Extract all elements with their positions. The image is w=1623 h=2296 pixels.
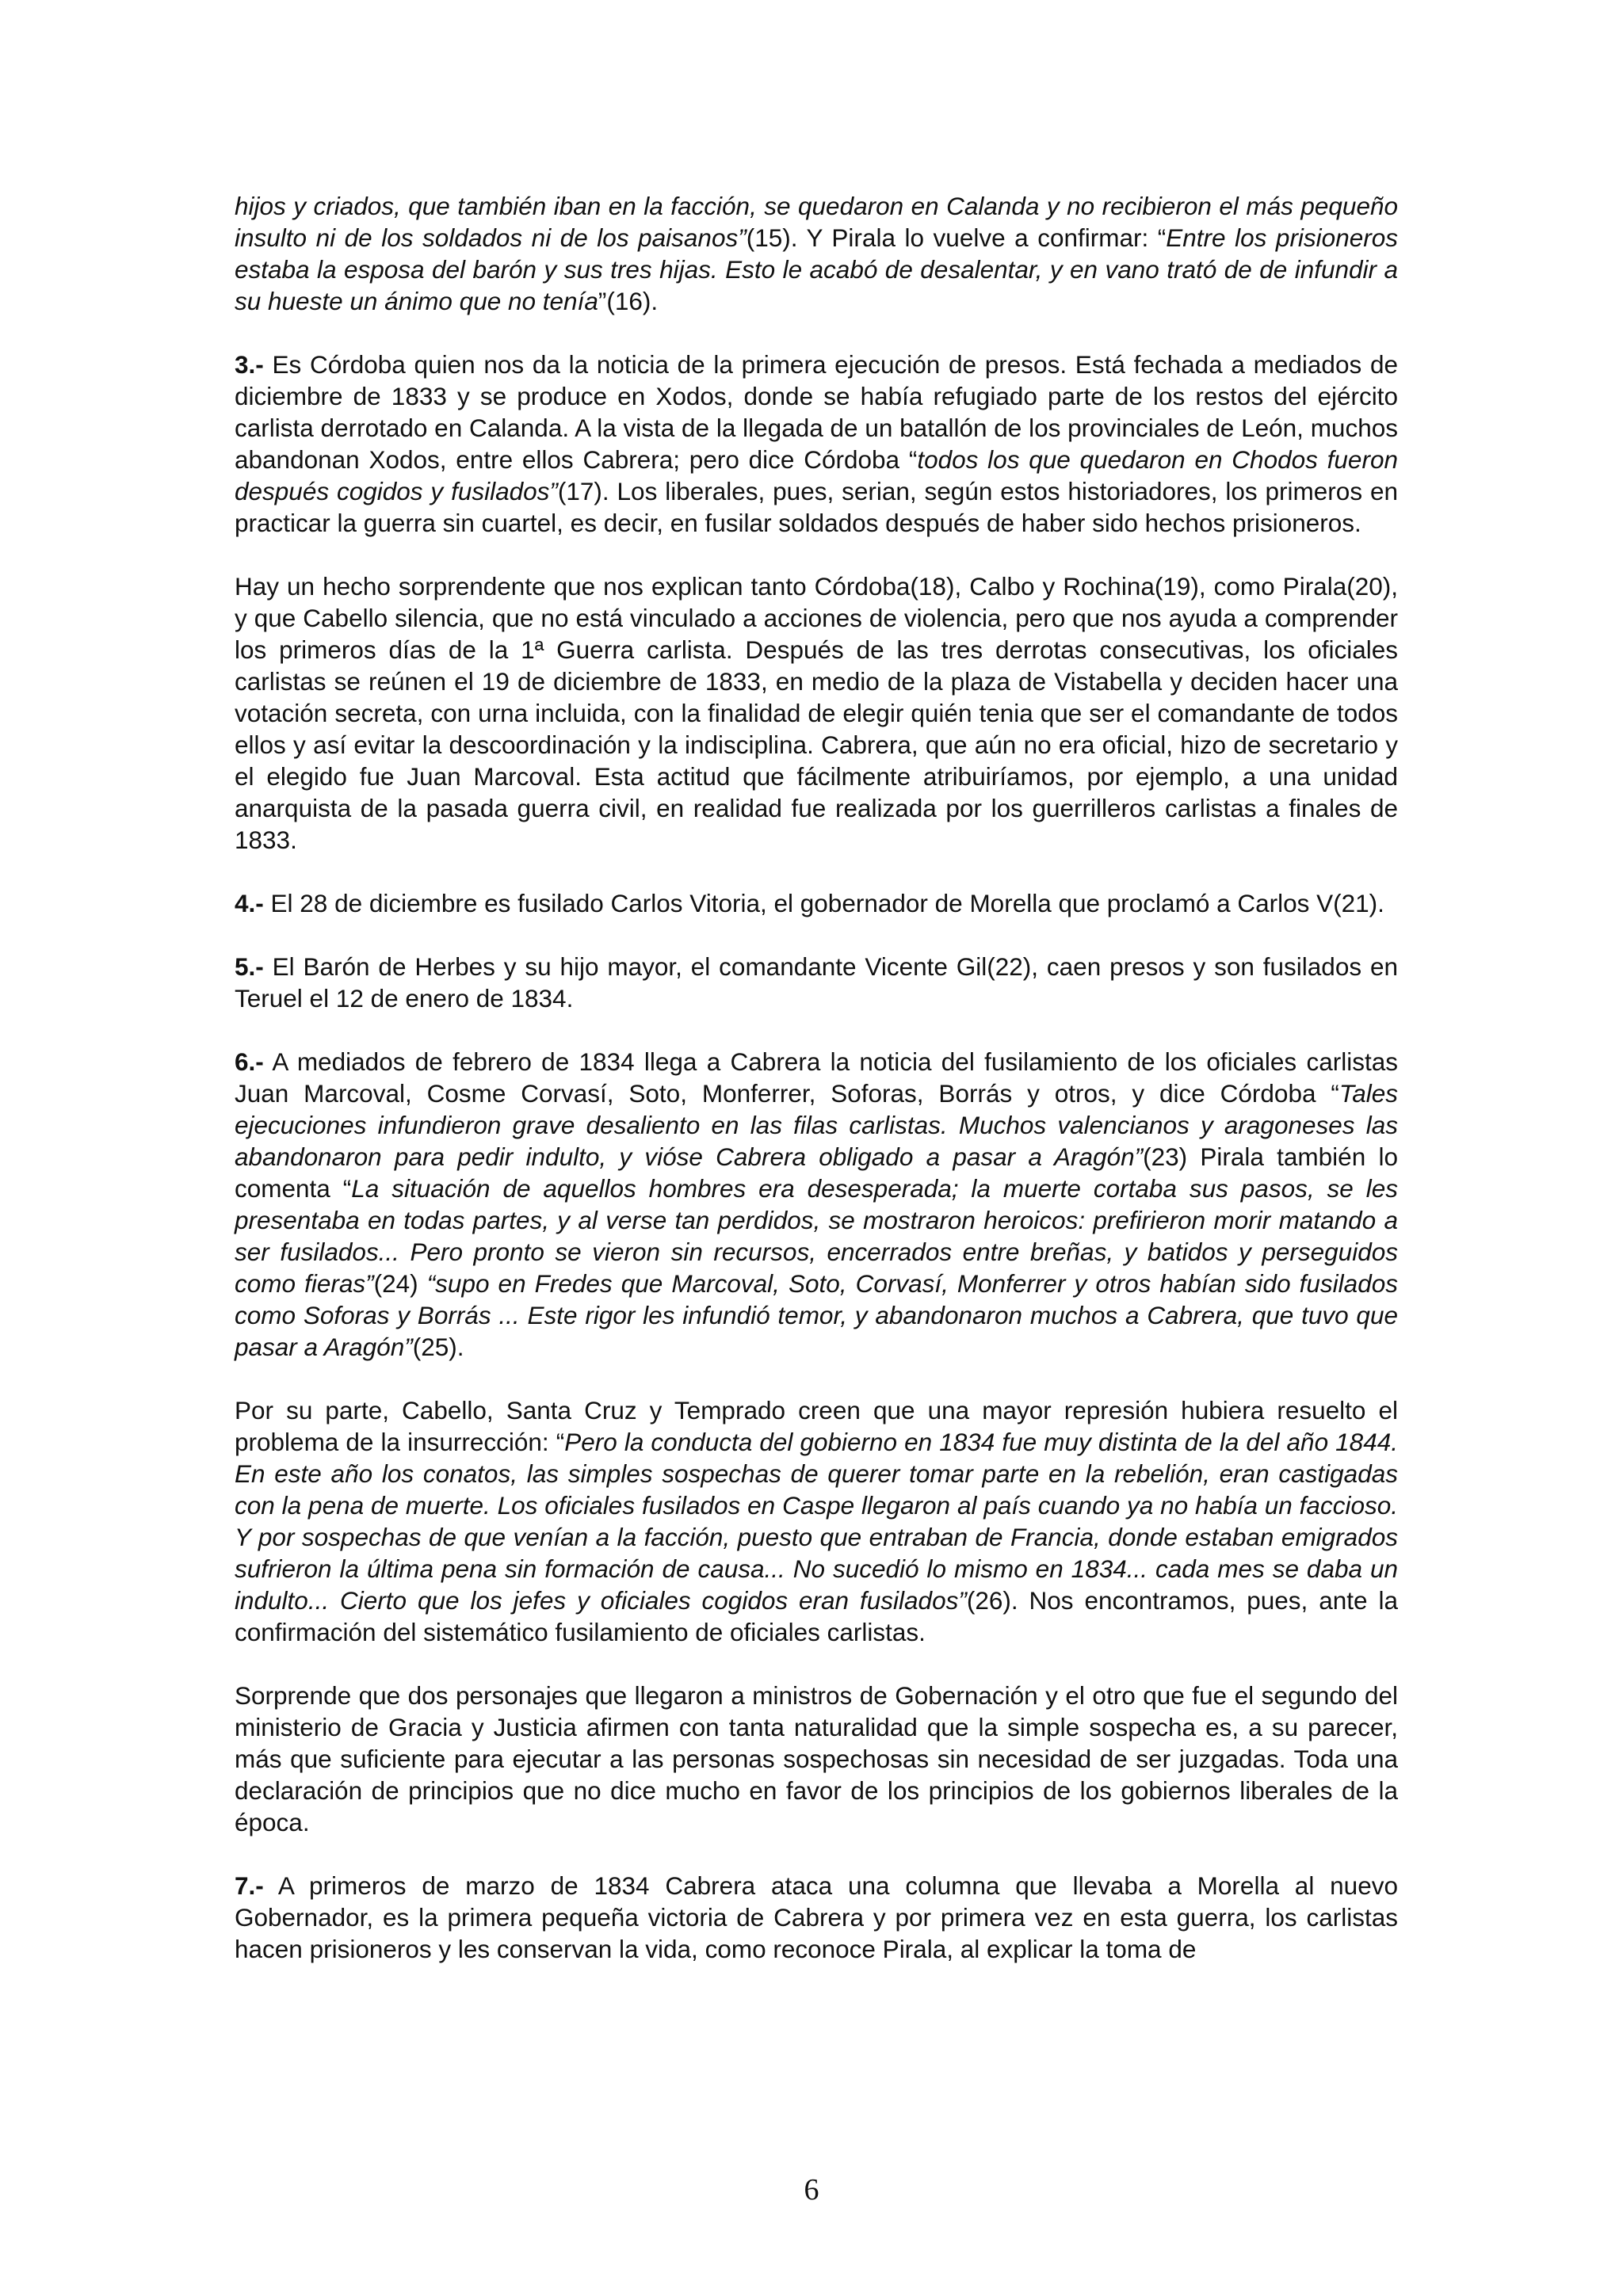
section-number: 7.-	[235, 1871, 264, 1900]
body-run: Es Córdoba quien nos da la noticia de la primera ejecución de presos. Está fechada a mediados de diciembre de 1833 y se produce en Xodos, donde se había refugiado parte de los restos del ejército carlista derrotado en Calanda. A la vista de la llegada de un batallón de los provinciales de León, muchos abandonan Xodos, entre ellos Cabrera; pero dice Córdoba “	[235, 350, 1398, 474]
body-run: (26). Nos encontramos, pues, ante la confirmación del sistemático fusilamiento de oficiales carlistas.	[235, 1586, 1398, 1646]
page-number: 6	[804, 2173, 819, 2206]
body-run: A primeros de marzo de 1834 Cabrera ataca una columna que llevaba a Morella al nuevo Gobernador, es la primera pequeña victoria de Cabrera y por primera vez en esta guerra, los carlistas hacen prisioneros y les conservan la vida, como reconoce Pirala, al explicar la toma de	[235, 1871, 1398, 1963]
paragraph	[235, 951, 1398, 1014]
body-run: (24)	[373, 1269, 427, 1298]
paragraph	[235, 1680, 1398, 1838]
section-number: 3.-	[235, 350, 264, 379]
quote-text: “supo en Fredes que Marcoval, Soto, Corvasí, Monferrer y otros habían sido fusilados como Soforas y Borrás ... Este rigor les infundió temor, y abandonaron muchos a Cabrera, que tuvo que pasar a Aragón”	[235, 1269, 1398, 1361]
quote-text: La situación de aquellos hombres era desesperada; la muerte cortaba sus pasos, se les presentaba en todas partes, y al verse tan perdidos, se mostraron heroicos: prefirieron morir matando a ser fusilados... Pero pronto se vieron sin recursos, encerrados entre breñas, y batidos y perseguidos como fieras”	[235, 1174, 1398, 1298]
section-number: 5.-	[235, 952, 264, 981]
paragraph	[235, 349, 1398, 539]
quote-text: Pero la conducta del gobierno en 1834 fue muy distinta de la del año 1844. En este año los conatos, las simples sospechas de querer tomar parte en la rebelión, eran castigadas con la pena de muerte. Los oficiales fusilados en Caspe llegaron al país cuando ya no había un faccioso. Y por sospechas de que venían a la facción, puesto que entraban de Francia, donde estaban emigrados sufrieron la última pena sin formación de causa... No sucedió lo mismo en 1834... cada mes se daba un indulto... Cierto que los jefes y oficiales cogidos eran fusilados”	[235, 1428, 1398, 1615]
body-run: (25).	[412, 1333, 464, 1361]
section-number: 4.-	[235, 889, 264, 917]
body-run: (17). Los liberales, pues, serian, según estos historiadores, los primeros en practicar la guerra sin cuartel, es decir, en fusilar soldados después de haber sido hechos prisioneros.	[235, 477, 1398, 537]
quote-text: todos los que quedaron en Chodos fueron después cogidos y fusilados”	[235, 445, 1398, 505]
body-run: Sorprende que dos personajes que llegaron a ministros de Gobernación y el otro que fue el segundo del ministerio de Gracia y Justicia afirmen con tanta naturalidad que la simple sospecha es, a su parecer, más que suficiente para ejecutar a las personas sospechosas sin necesidad de ser juzgadas. Toda una declaración de principios que no dice mucho en favor de los principios de los gobiernos liberales de la época.	[235, 1681, 1398, 1836]
body-run: (15). Y Pirala lo vuelve a confirmar: “	[746, 223, 1167, 252]
body-run: Por su parte, Cabello, Santa Cruz y Temprado creen que una mayor represión hubiera resuelto el problema de la insurrección: “	[235, 1396, 1398, 1456]
paragraph	[235, 1046, 1398, 1363]
paragraph	[235, 190, 1398, 317]
paragraph	[235, 887, 1398, 919]
paragraph	[235, 1870, 1398, 1965]
body-run: El Barón de Herbes y su hijo mayor, el comandante Vicente Gil(22), caen presos y son fusilados en Teruel el 12 de enero de 1834.	[235, 952, 1398, 1013]
quote-text: Entre los prisioneros estaba la esposa del barón y sus tres hijas. Esto le acabó de desalentar, y en vano trató de de infundir a su hueste un ánimo que no tenía	[235, 223, 1398, 315]
body-run: ”(16).	[598, 287, 659, 315]
body-run: (23) Pirala también lo comenta “	[235, 1142, 1398, 1203]
section-number: 6.-	[235, 1047, 264, 1076]
paragraph	[235, 570, 1398, 856]
quote-text: Tales ejecuciones infundieron grave desaliento en las filas carlistas. Muchos valencianos y aragoneses las abandonaron para pedir indulto, y vióse Cabrera obligado a pasar a Aragón”	[235, 1079, 1398, 1171]
body-text	[235, 190, 1398, 1965]
body-run: El 28 de diciembre es fusilado Carlos Vitoria, el gobernador de Morella que proclamó a Carlos V(21).	[263, 889, 1384, 917]
quote-text: hijos y criados, que también iban en la facción, se quedaron en Calanda y no recibieron el más pequeño insulto ni de los soldados ni de los paisanos”	[235, 192, 1398, 252]
body-run: Hay un hecho sorprendente que nos explican tanto Córdoba(18), Calbo y Rochina(19), como Pirala(20), y que Cabello silencia, que no está vinculado a acciones de violencia, pero que nos ayuda a comprender los primeros días de la 1ª Guerra carlista. Después de las tres derrotas consecutivas, los oficiales carlistas se reúnen el 19 de diciembre de 1833, en medio de la plaza de Vistabella y deciden hacer una votación secreta, con urna incluida, con la finalidad de elegir quién tenia que ser el comandante de todos ellos y así evitar la descoordinación y la indisciplina. Cabrera, que aún no era oficial, hizo de secretario y el elegido fue Juan Marcoval. Esta actitud que fácilmente atribuiríamos, por ejemplo, a una unidad anarquista de la pasada guerra civil, en realidad fue realizada por los guerrilleros carlistas a finales de 1833.	[235, 572, 1398, 854]
paragraph	[235, 1394, 1398, 1648]
body-run: A mediados de febrero de 1834 llega a Cabrera la noticia del fusilamiento de los oficiales carlistas Juan Marcoval, Cosme Corvasí, Soto, Monferrer, Soforas, Borrás y otros, y dice Córdoba “	[235, 1047, 1398, 1108]
